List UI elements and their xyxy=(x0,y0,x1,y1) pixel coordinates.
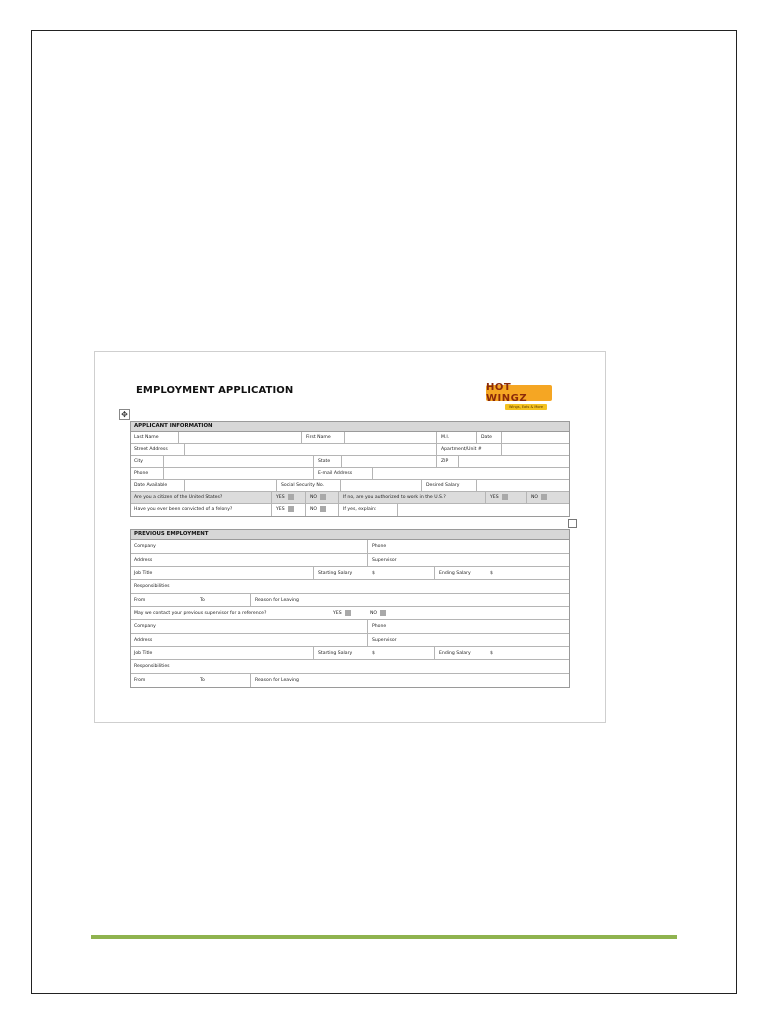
phone-label: Phone xyxy=(372,624,387,629)
yes-label: YES xyxy=(276,495,285,500)
table-row xyxy=(131,540,569,554)
table-row xyxy=(131,468,569,480)
mi-label: M.I. xyxy=(441,435,450,440)
first-name-label: First Name xyxy=(306,435,331,440)
felony-no xyxy=(307,504,326,516)
phone-label: Phone xyxy=(372,544,387,549)
table-row xyxy=(131,607,569,620)
footer-rule xyxy=(91,935,677,939)
ending-salary-dollar: $ xyxy=(490,651,493,656)
responsibilities-label: Responsibilities xyxy=(134,664,170,669)
street-address-label: Street Address xyxy=(134,447,168,452)
state-label: State xyxy=(318,459,331,464)
date-available-label: Date Available xyxy=(134,483,168,488)
no-label: NO xyxy=(310,507,318,512)
to-label: To xyxy=(200,598,205,603)
form-title: EMPLOYMENT APPLICATION xyxy=(136,385,294,396)
citizen-yes xyxy=(273,492,294,503)
no-checkbox[interactable] xyxy=(541,494,547,500)
ending-salary-label: Ending Salary xyxy=(439,571,471,576)
date-label: Date xyxy=(481,435,492,440)
no-checkbox[interactable] xyxy=(380,610,386,616)
reason-label: Reason for Leaving xyxy=(255,598,299,603)
applicant-section-header: APPLICANT INFORMATION xyxy=(131,422,569,432)
to-label: To xyxy=(200,678,205,683)
last-name-label: Last Name xyxy=(134,435,159,440)
citizen-no xyxy=(307,492,326,503)
embedded-form-image xyxy=(94,351,606,723)
yes-label: YES xyxy=(490,495,499,500)
no-checkbox[interactable] xyxy=(320,494,326,500)
desired-salary-label: Desired Salary xyxy=(426,483,460,488)
ending-salary-dollar: $ xyxy=(490,571,493,576)
job-title-label: Job Title xyxy=(134,571,153,576)
table-row xyxy=(131,620,569,634)
table-row xyxy=(131,647,569,660)
zip-label: ZIP xyxy=(441,459,449,464)
table-resize-handle[interactable] xyxy=(568,519,577,528)
email-label: E-mail Address xyxy=(318,471,353,476)
applicant-information-table xyxy=(130,421,570,517)
table-row xyxy=(131,660,569,674)
starting-salary-label: Starting Salary xyxy=(318,571,353,576)
address-label: Address xyxy=(134,638,153,643)
from-label: From xyxy=(134,678,146,683)
no-label: NO xyxy=(531,495,539,500)
apartment-label: Apartment/Unit # xyxy=(441,447,482,452)
felony-question: Have you ever been convicted of a felony? xyxy=(134,507,233,512)
ssn-label: Social Security No. xyxy=(281,483,325,488)
yes-checkbox[interactable] xyxy=(288,506,294,512)
no-checkbox[interactable] xyxy=(320,506,326,512)
previous-employment-table xyxy=(130,529,570,688)
move-cross-icon[interactable]: ✥ xyxy=(119,409,130,420)
contact-yes xyxy=(330,607,351,619)
starting-salary-dollar: $ xyxy=(372,651,375,656)
supervisor-label: Supervisor xyxy=(372,558,397,563)
table-row xyxy=(131,492,569,504)
from-label: From xyxy=(134,598,146,603)
yes-checkbox[interactable] xyxy=(288,494,294,500)
yes-label: YES xyxy=(333,611,342,616)
table-row xyxy=(131,634,569,647)
yes-checkbox[interactable] xyxy=(502,494,508,500)
contact-no xyxy=(367,607,386,619)
felony-yes xyxy=(273,504,294,516)
table-row xyxy=(131,480,569,492)
no-label: NO xyxy=(370,611,378,616)
city-label: City xyxy=(134,459,144,464)
no-label: NO xyxy=(310,495,318,500)
table-row xyxy=(131,504,569,516)
contact-question: May we contact your previous supervisor for a reference? xyxy=(134,611,267,616)
table-row xyxy=(131,580,569,594)
responsibilities-label: Responsibilities xyxy=(134,584,170,589)
logo-tagline: Wings, Eats & More xyxy=(505,404,547,410)
starting-salary-label: Starting Salary xyxy=(318,651,353,656)
previous-section-header: PREVIOUS EMPLOYMENT xyxy=(131,530,569,540)
job-title-label: Job Title xyxy=(134,651,153,656)
reason-label: Reason for Leaving xyxy=(255,678,299,683)
citizen-question: Are you a citizen of the United States? xyxy=(134,495,223,500)
table-row xyxy=(131,674,569,687)
supervisor-label: Supervisor xyxy=(372,638,397,643)
explain-label: If yes, explain: xyxy=(343,507,377,512)
ending-salary-label: Ending Salary xyxy=(439,651,471,656)
authorized-yes xyxy=(487,492,508,503)
table-row xyxy=(131,456,569,468)
authorized-no xyxy=(528,492,547,503)
authorized-question: If no, are you authorized to work in the U.S.? xyxy=(343,495,446,500)
yes-label: YES xyxy=(276,507,285,512)
table-row xyxy=(131,554,569,567)
logo-text: HOT WINGZ xyxy=(486,382,528,404)
hot-wingz-logo xyxy=(486,382,552,404)
table-row xyxy=(131,444,569,456)
company-label: Company xyxy=(134,544,156,549)
address-label: Address xyxy=(134,558,153,563)
table-row xyxy=(131,567,569,580)
yes-checkbox[interactable] xyxy=(345,610,351,616)
company-label: Company xyxy=(134,624,156,629)
table-row xyxy=(131,594,569,607)
starting-salary-dollar: $ xyxy=(372,571,375,576)
table-row xyxy=(131,432,569,444)
phone-label: Phone xyxy=(134,471,149,476)
